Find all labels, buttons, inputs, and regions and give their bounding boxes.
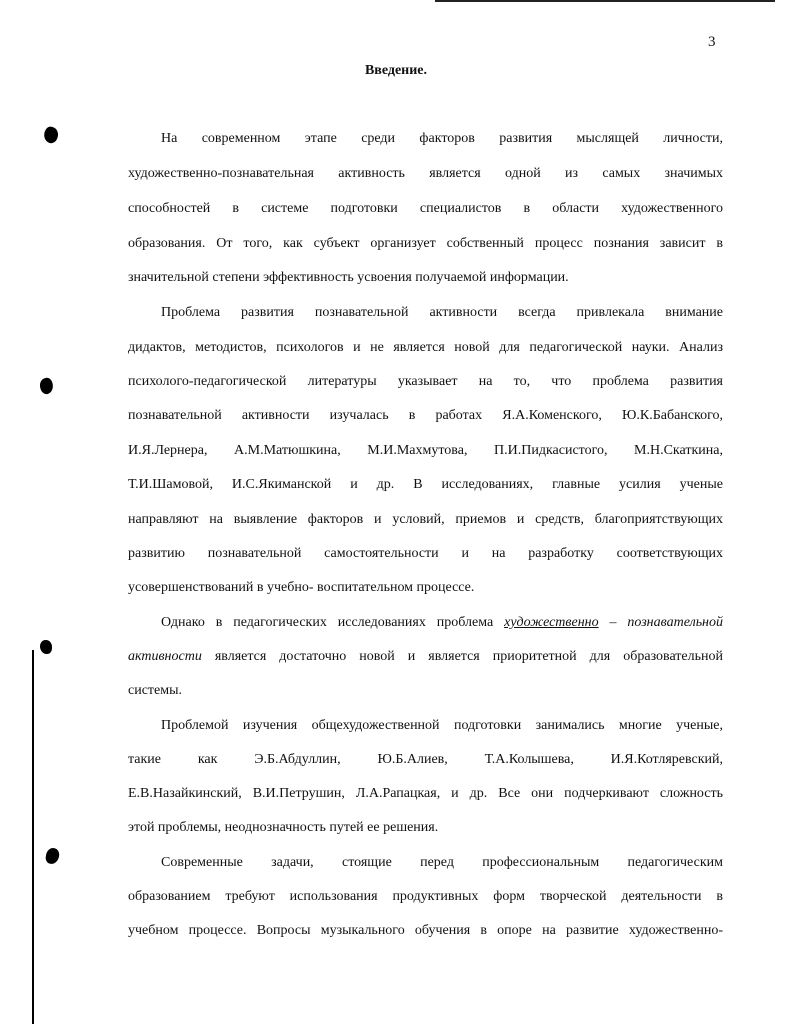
left-margin-line <box>32 650 34 1024</box>
page-title: Введение. <box>364 63 428 78</box>
text-segment: является достаточно новой и является приоритетной для образовательной <box>201 649 723 664</box>
text-segment: Однако в педагогических исследованиях проблема <box>161 615 505 630</box>
text-line: образования. От того, как субъект организует собственный процесс познания зависит в <box>128 236 723 251</box>
text-line: значительной степени эффективность усвоения получаемой информации. <box>128 270 569 285</box>
text-segment: – <box>598 615 628 630</box>
text-line: художественно-познавательная активность является одной из самых значимых <box>128 166 723 181</box>
text-line: И.Я.Лернера, А.М.Матюшкина, М.И.Махмутова, П.И.Пидкасистого, М.Н.Скаткина, <box>128 443 723 458</box>
text-line: познавательной активности изучалась в работах Я.А.Коменского, Ю.К.Бабанского, <box>128 408 723 423</box>
ink-blot <box>45 847 61 865</box>
ink-blot <box>40 640 52 654</box>
text-line: Проблемой изучения общехудожественной подготовки занимались многие ученые, <box>161 718 723 733</box>
emphasized-term: познавательной <box>627 615 724 630</box>
ink-blot <box>42 125 61 145</box>
text-line: этой проблемы, неоднозначность путей ее решения. <box>128 820 439 835</box>
text-line: Современные задачи, стоящие перед профессиональным педагогическим <box>161 855 723 870</box>
text-line: Т.И.Шамовой, И.С.Якиманской и др. В исследованиях, главные усилия ученые <box>128 477 723 492</box>
text-line <box>128 649 723 665</box>
emphasized-term: художественно <box>504 615 599 630</box>
text-line: На современном этапе среди факторов развития мыслящей личности, <box>161 131 723 146</box>
text-line: психолого-педагогической литературы указывает на то, что проблема развития <box>128 374 723 389</box>
text-line: способностей в системе подготовки специалистов в области художественного <box>128 201 723 216</box>
text-line: направляют на выявление факторов и условий, приемов и средств, благоприятствующих <box>128 512 723 527</box>
text-line: учебном процессе. Вопросы музыкального обучения в опоре на развитие художественно- <box>128 923 723 938</box>
page-number: 3 <box>708 34 716 50</box>
text-line: образованием требуют использования продуктивных форм творческой деятельности в <box>128 889 723 904</box>
text-line: развитию познавательной самостоятельности и на разработку соответствующих <box>128 546 723 561</box>
emphasized-term: активности <box>128 649 202 664</box>
ink-blot <box>38 377 55 396</box>
text-line: такие как Э.Б.Абдуллин, Ю.Б.Алиев, Т.А.Колышева, И.Я.Котляревский, <box>128 752 723 767</box>
top-border-line <box>435 0 775 2</box>
text-line: усовершенствований в учебно- воспитательном процессе. <box>128 580 475 595</box>
text-line: Е.В.Назайкинский, В.И.Петрушин, Л.А.Рапацкая, и др. Все они подчеркивают сложность <box>128 786 723 801</box>
text-line: дидактов, методистов, психологов и не является новой для педагогической науки. Анализ <box>128 340 723 355</box>
text-line: системы. <box>128 683 183 698</box>
text-line: Проблема развития познавательной активности всегда привлекала внимание <box>161 305 723 320</box>
text-line <box>161 615 723 631</box>
